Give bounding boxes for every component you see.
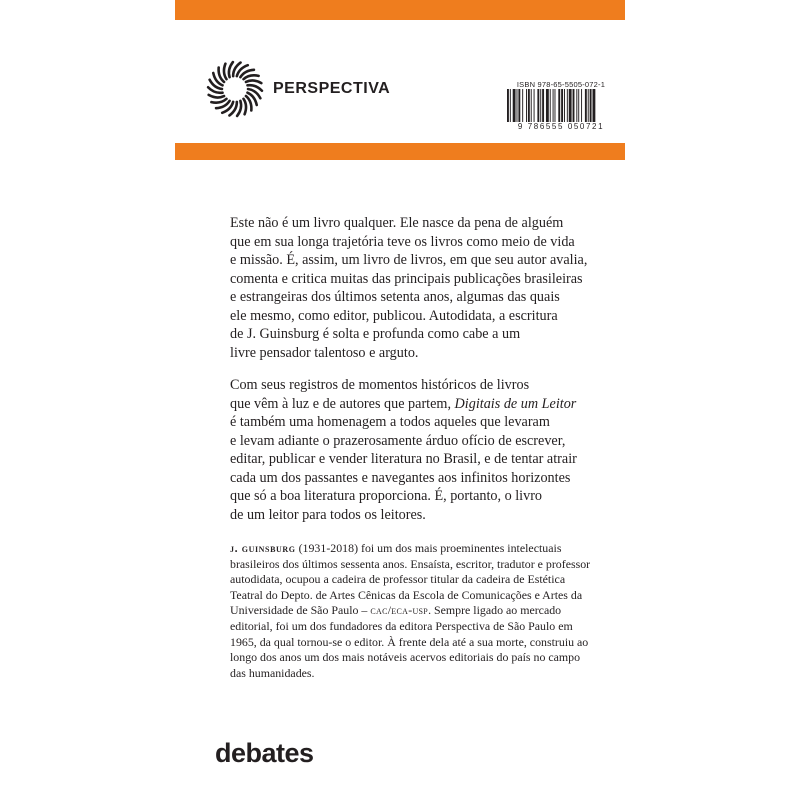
- barcode-bar: [513, 89, 516, 122]
- blurb-paragraph-2: [230, 376, 615, 524]
- text-line: 1965, da qual tornou-se o editor. À frente dela até a sua morte, construiu ao: [230, 634, 589, 649]
- barcode-bar: [593, 89, 596, 122]
- barcode-bar: [555, 89, 556, 122]
- text-segment: . Sempre ligado ao mercado: [428, 603, 562, 618]
- text-line: e levam adiante o prazerosamente árduo ofício de escrever,: [230, 432, 566, 449]
- text-segment: (1931-2018) foi um dos mais proeminentes intelectuais: [295, 541, 562, 555]
- barcode-bar: [564, 89, 565, 122]
- barcode-bar: [550, 89, 551, 122]
- text-line: comenta e critica muitas das principais publicações brasileiras: [230, 270, 583, 287]
- text-line: brasileiros dos últimos sessenta anos. Ensaísta, escritor, tradutor e professor: [230, 556, 591, 571]
- barcode-bar: [573, 89, 575, 122]
- barcode-bar: [558, 89, 560, 122]
- author-name: j. guinsburg: [230, 541, 296, 555]
- barcode-digits: 9 786555 050721: [517, 122, 605, 131]
- barcode-bar: [590, 89, 592, 122]
- barcode-bar: [528, 89, 530, 122]
- sunburst-ray: [244, 99, 247, 114]
- isbn-barcode: [505, 80, 617, 132]
- barcode-bar: [578, 89, 579, 122]
- sunburst-ray: [209, 95, 224, 98]
- text-line: e missão. É, assim, um livro de livros, em que seu autor avalia,: [230, 252, 588, 268]
- barcode-bar: [553, 89, 554, 122]
- barcode-bar: [542, 89, 544, 122]
- barcode-bar: [507, 89, 509, 122]
- text-line: das humanidades.: [230, 665, 315, 680]
- author-bio: [230, 541, 615, 681]
- sunburst-ray: [246, 80, 261, 83]
- barcode-bar: [522, 89, 523, 122]
- blurb-paragraph-1: [230, 214, 615, 362]
- text-line: Com seus registros de momentos históricos de livros: [230, 377, 530, 393]
- sunburst-ray: [244, 75, 259, 79]
- text-line: editorial, foi um dos fundadores da editora Perspectiva de São Paulo em: [230, 618, 573, 633]
- text-line: cada um dos passantes e navegantes aos infinitos horizontes: [230, 469, 571, 486]
- middle-orange-band: [175, 143, 625, 160]
- barcode-bar: [546, 89, 549, 122]
- barcode-bar: [588, 89, 589, 122]
- text-line: editar, publicar e vender literatura no Brasil, e de tentar atrair: [230, 451, 577, 467]
- barcode-bar: [540, 89, 541, 122]
- text-line: Teatral do Depto. de Artes Cênicas da Escola de Comunicações e Artes da: [230, 587, 583, 602]
- sunburst-icon: [205, 59, 265, 119]
- text-line: [230, 603, 615, 619]
- publisher-logo: [205, 60, 390, 118]
- barcode-bar: [576, 89, 577, 122]
- text-line: que só a boa literatura proporciona. É, portanto, o livro: [230, 488, 543, 504]
- isbn-label: ISBN 978-65-5505-072-1: [516, 80, 606, 89]
- barcode-bar: [569, 89, 572, 122]
- publisher-name: PERSPECTIVA: [273, 80, 391, 97]
- text-line: ele mesmo, como editor, publicou. Autodidata, a escritura: [230, 307, 558, 324]
- text-line: e estrangeiras dos últimos setenta anos, algumas das quais: [230, 289, 560, 305]
- barcode-bar: [561, 89, 563, 122]
- series-name: debates: [215, 738, 314, 768]
- sunburst-ray: [211, 99, 226, 103]
- text-line: livre pensador talentoso e arguto.: [230, 344, 419, 361]
- barcode-bars: [505, 89, 617, 122]
- barcode-bar: [567, 89, 568, 122]
- barcode-bar: [518, 89, 520, 122]
- barcode-bar: [531, 89, 532, 122]
- barcode-bar: [534, 89, 535, 122]
- barcode-bar: [510, 89, 511, 122]
- text-line: autodidata, ocupou a cadeira de professor titular da cadeira de Estética: [230, 572, 566, 587]
- text-line: de J. Guinsburg é solta e profunda como cabe a um: [230, 326, 521, 342]
- text-line: [230, 541, 615, 557]
- text-segment: que vêm à luz e de autores que partem,: [230, 395, 455, 412]
- barcode-bar: [537, 89, 539, 122]
- text-line: [230, 395, 615, 414]
- text-segment: Universidade de São Paulo –: [230, 603, 371, 618]
- sunburst-ray: [224, 64, 227, 79]
- top-orange-band: [175, 0, 625, 20]
- barcode-bar: [526, 89, 527, 122]
- text-line: de um leitor para todos os leitores.: [230, 506, 426, 523]
- text-line: longo dos anos um dos mais notáveis acervos editoriais do país no campo: [230, 650, 581, 665]
- text-line: que em sua longa trajetória teve os livros como meio de vida: [230, 233, 575, 250]
- barcode-bar: [517, 89, 518, 122]
- book-title: Digitais de um Leitor: [454, 395, 577, 412]
- institution-acronym: cac/eca-usp: [370, 603, 429, 618]
- barcode-bar: [585, 89, 587, 122]
- back-cover: [175, 0, 625, 800]
- blurb-text: [230, 214, 615, 681]
- barcode-bar: [581, 89, 582, 122]
- text-line: é também uma homenagem a todos aqueles que levaram: [230, 414, 550, 430]
- text-line: Este não é um livro qualquer. Ele nasce da pena de alguém: [230, 215, 564, 231]
